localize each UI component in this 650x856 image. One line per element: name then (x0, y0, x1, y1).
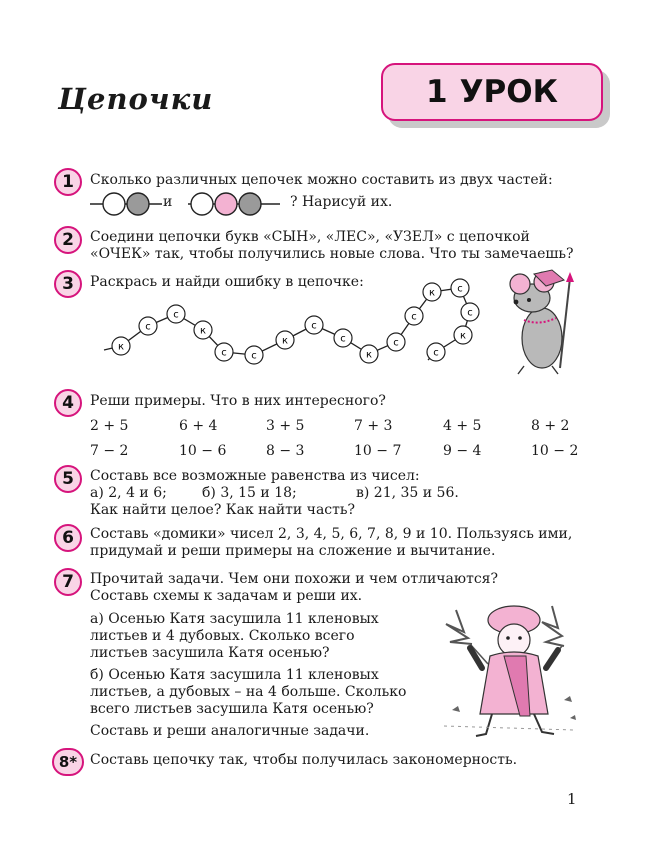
task-6-line-2: придумай и реши примеры на сложение и вычитание. (90, 543, 496, 559)
task-2-line-2: «ОЧЕК» так, чтобы получились новые слова. Что ты замечаешь? (90, 246, 574, 262)
chain-bead-letter: к (281, 335, 289, 347)
task-7-c-line: Составь и реши аналогичные задачи. (90, 723, 370, 739)
example: 8 − 3 (266, 443, 305, 459)
example: 8 + 2 (531, 418, 570, 434)
task-1-text: Сколько различных цепочек можно составить из двух частей: (90, 172, 553, 188)
task-2-number: 2 (54, 226, 82, 254)
page-title: Цепочки (58, 82, 214, 116)
chain-bead-letter: с (457, 283, 463, 295)
chain-bead-letter: к (459, 330, 467, 342)
example: 10 − 7 (354, 443, 402, 459)
chain-bead (167, 305, 185, 323)
chain-bead (451, 279, 469, 297)
chain-bead (360, 345, 378, 363)
task-8-number: 8* (52, 748, 84, 776)
chain-bead-letter: с (411, 311, 417, 323)
task-5-option-c: в) 21, 35 и 56. (356, 485, 459, 501)
chain-bead-letter: с (173, 309, 179, 321)
task-5-option-a: а) 2, 4 и 6; (90, 485, 167, 501)
chain-bead-letter: с (311, 320, 317, 332)
girl-with-leaves-illustration (434, 598, 584, 743)
chain-bead-letter: с (145, 321, 151, 333)
chain-bead-letter: к (428, 287, 436, 299)
task-7-b-line-2: листьев, а дубовых – на 4 больше. Сколько (90, 684, 407, 700)
example: 7 − 2 (90, 443, 129, 459)
chain-bead-letter: с (467, 307, 473, 319)
task-8-text: Составь цепочку так, чтобы получилась закономерность. (90, 752, 518, 768)
task-7-line-2: Составь схемы к задачам и реши их. (90, 588, 363, 604)
task-7-a-line-2: листьев и 4 дубовых. Сколько всего (90, 628, 355, 644)
page-number: 1 (567, 790, 577, 808)
task-7-a-line-1: а) Осенью Катя засушила 11 кленовых (90, 611, 379, 627)
task-5-number: 5 (54, 465, 82, 493)
chain-bead (139, 317, 157, 335)
chain-bead (461, 303, 479, 321)
task-7-a-line-3: листьев засушила Катя осенью? (90, 645, 330, 661)
chain-bead (454, 326, 472, 344)
chain-bead (112, 337, 130, 355)
example: 4 + 5 (443, 418, 482, 434)
task-7-number: 7 (54, 568, 82, 596)
chain-bead (215, 343, 233, 361)
chain-bead (334, 329, 352, 347)
example: 9 − 4 (443, 443, 482, 459)
lesson-word: УРОК (459, 74, 558, 110)
task-1-tail: ? Нарисуй их. (290, 194, 393, 210)
chain-bead-letter: с (251, 350, 257, 362)
example: 3 + 5 (266, 418, 305, 434)
chain-bead (276, 331, 294, 349)
task-4-number: 4 (54, 389, 82, 417)
task-3-number: 3 (54, 270, 82, 298)
chain-bead-letter: к (199, 325, 207, 337)
chain-bead-letter: с (340, 333, 346, 345)
task-7-b-line-3: всего листьев засушила Катя осенью? (90, 701, 374, 717)
chain-bead (427, 343, 445, 361)
example: 10 − 6 (179, 443, 227, 459)
chain-bead (305, 316, 323, 334)
example: 6 + 4 (179, 418, 218, 434)
chain-bead (387, 333, 405, 351)
chain-bead-letter: с (393, 337, 399, 349)
task-5-line-3: Как найти целое? Как найти часть? (90, 502, 356, 518)
chain-bead-letter: к (365, 349, 373, 361)
chain-bead (194, 321, 212, 339)
chain-bead (405, 307, 423, 325)
chain-bead-letter: с (221, 347, 227, 359)
task-7-b-line-1: б) Осенью Катя засушила 11 кленовых (90, 667, 379, 683)
example: 7 + 3 (354, 418, 393, 434)
task-5-line-1: Составь все возможные равенства из чисел: (90, 468, 420, 484)
chain-bead (423, 283, 441, 301)
task-1-number: 1 (54, 168, 82, 196)
chain-bead-letter: к (117, 341, 125, 353)
lesson-number: 1 (426, 74, 448, 110)
task-2-line-1: Соедини цепочки букв «СЫН», «ЛЕС», «УЗЕЛ» с цепочкой (90, 229, 530, 245)
chain-bead (245, 346, 263, 364)
example: 2 + 5 (90, 418, 129, 434)
example: 10 − 2 (531, 443, 579, 459)
mouse-illustration (494, 268, 584, 378)
task-4-text: Реши примеры. Что в них интересного? (90, 393, 386, 409)
task-1-and: и (163, 194, 173, 210)
task-3-text: Раскрась и найди ошибку в цепочке: (90, 274, 364, 290)
chain-bead-letter: с (433, 347, 439, 359)
task-6-line-1: Составь «домики» чисел 2, 3, 4, 5, 6, 7, 8, 9 и 10. Пользуясь ими, (90, 526, 573, 542)
task-7-line-1: Прочитай задачи. Чем они похожи и чем отличаются? (90, 571, 499, 587)
task-5-option-b: б) 3, 15 и 18; (202, 485, 297, 501)
task-6-number: 6 (54, 524, 82, 552)
